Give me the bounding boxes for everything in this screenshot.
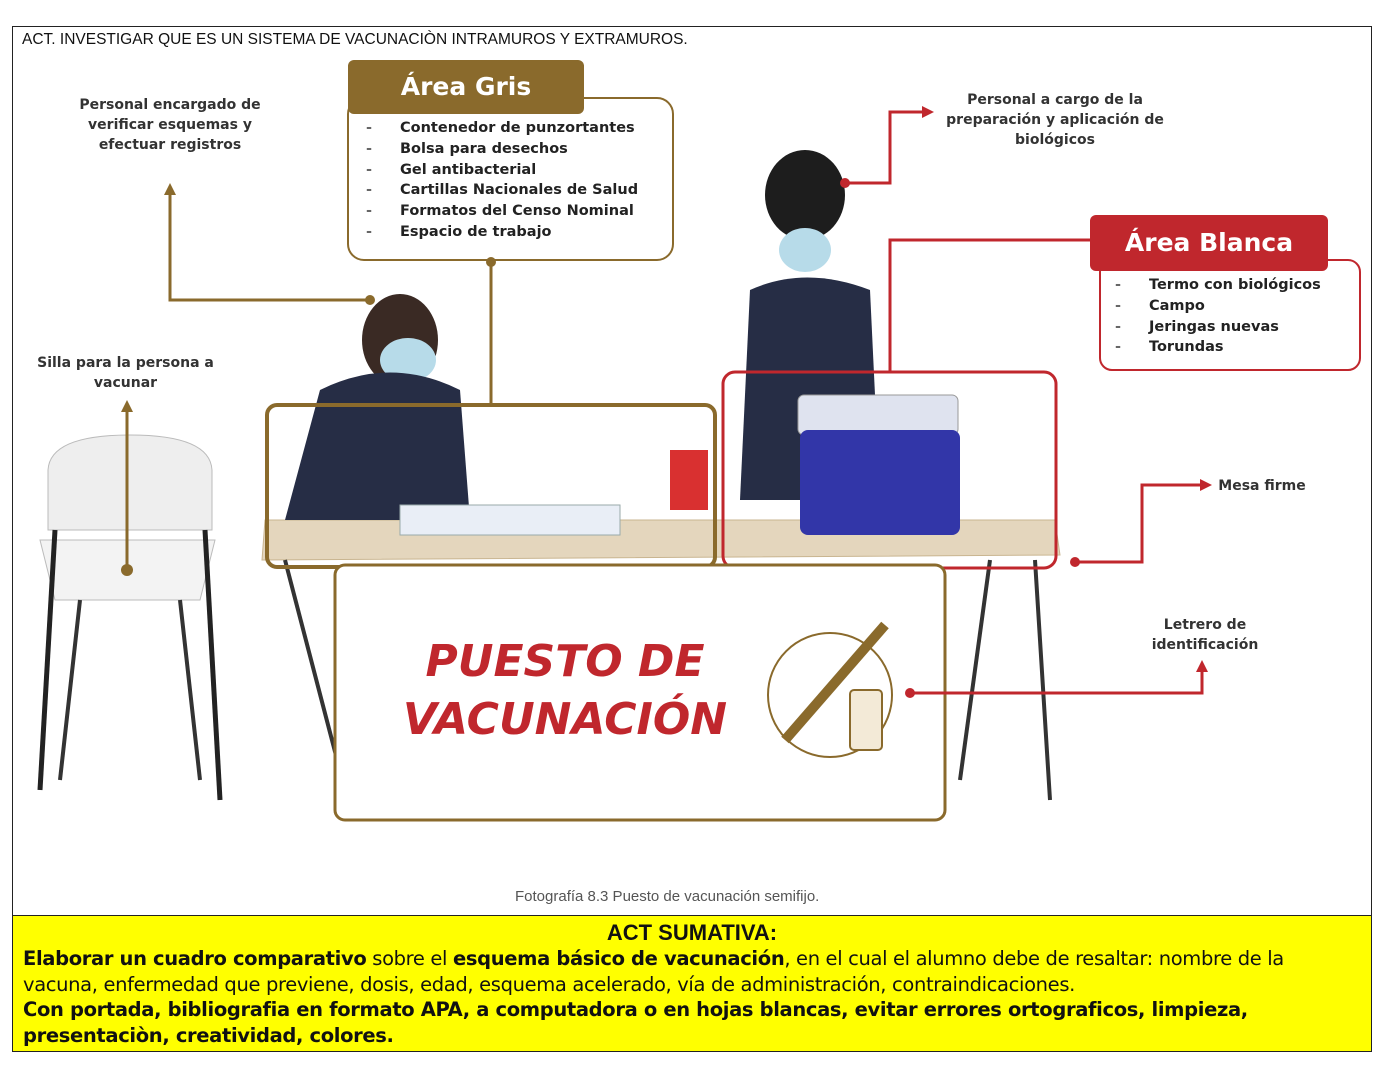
bold-text: Con portada, bibliografia en formato APA, a computadora o en hojas blancas, evitar errores ortograficos, limpieza, presentaciòn, creatividad, colores.: [23, 998, 1248, 1047]
list-item: - Bolsa para desechos: [366, 139, 638, 160]
list-item: - Gel antibacterial: [366, 160, 638, 181]
activity-paragraph-1: [23, 946, 1361, 997]
sign-line-2: VACUNACIÓN: [402, 694, 728, 745]
area-gris-list: [366, 118, 638, 243]
list-item: - Espacio de trabajo: [366, 222, 638, 243]
sign-text: [370, 633, 760, 749]
bold-text: esquema básico de vacunación: [452, 947, 785, 970]
paperwork: [400, 505, 620, 535]
text: , en el cual el alumno debe de resaltar: nombre de la vacuna, enfermedad que previene, dosis, edad, esquema acelerado, vía de administración, contraindicaciones.: [23, 947, 1284, 996]
list-item: - Formatos del Censo Nominal: [366, 201, 638, 222]
label-personal-biologicos: Personal a cargo de la preparación y aplicación de biológicos: [946, 92, 1164, 148]
label-personal-registros: Personal encargado de verificar esquemas y efectuar registros: [79, 97, 261, 153]
list-item: - Campo: [1115, 296, 1321, 317]
activity-title: ACT SUMATIVA:: [606, 920, 778, 945]
label-mesa: Mesa firme: [1218, 478, 1306, 494]
list-item: - Cartillas Nacionales de Salud: [366, 180, 638, 201]
cooler: [798, 395, 960, 535]
area-blanca-list: [1115, 275, 1321, 358]
chair: [40, 435, 220, 800]
label-silla: Silla para la persona a vacunar: [37, 355, 214, 391]
label-letrero: Letrero de identificación: [1151, 617, 1259, 653]
list-item: - Termo con biológicos: [1115, 275, 1321, 296]
area-gris-title: Área Gris: [348, 60, 584, 114]
activity-box: [12, 915, 1372, 1052]
sign-line-1: PUESTO DE: [425, 636, 705, 687]
list-item: - Jeringas nuevas: [1115, 317, 1321, 338]
figure-caption: Fotografía 8.3 Puesto de vacunación semifijo.: [515, 888, 820, 905]
area-blanca-title: Área Blanca: [1090, 215, 1328, 271]
list-item: - Contenedor de punzortantes: [366, 118, 638, 139]
activity-header: ACT. INVESTIGAR QUE ES UN SISTEMA DE VACUNACIÒN INTRAMUROS Y EXTRAMUROS.: [22, 31, 688, 48]
sharps-container: [670, 450, 708, 510]
list-item: - Torundas: [1115, 337, 1321, 358]
activity-paragraph-2: [23, 997, 1361, 1048]
text: sobre el: [366, 947, 453, 970]
bold-text: Elaborar un cuadro comparativo: [23, 947, 367, 970]
